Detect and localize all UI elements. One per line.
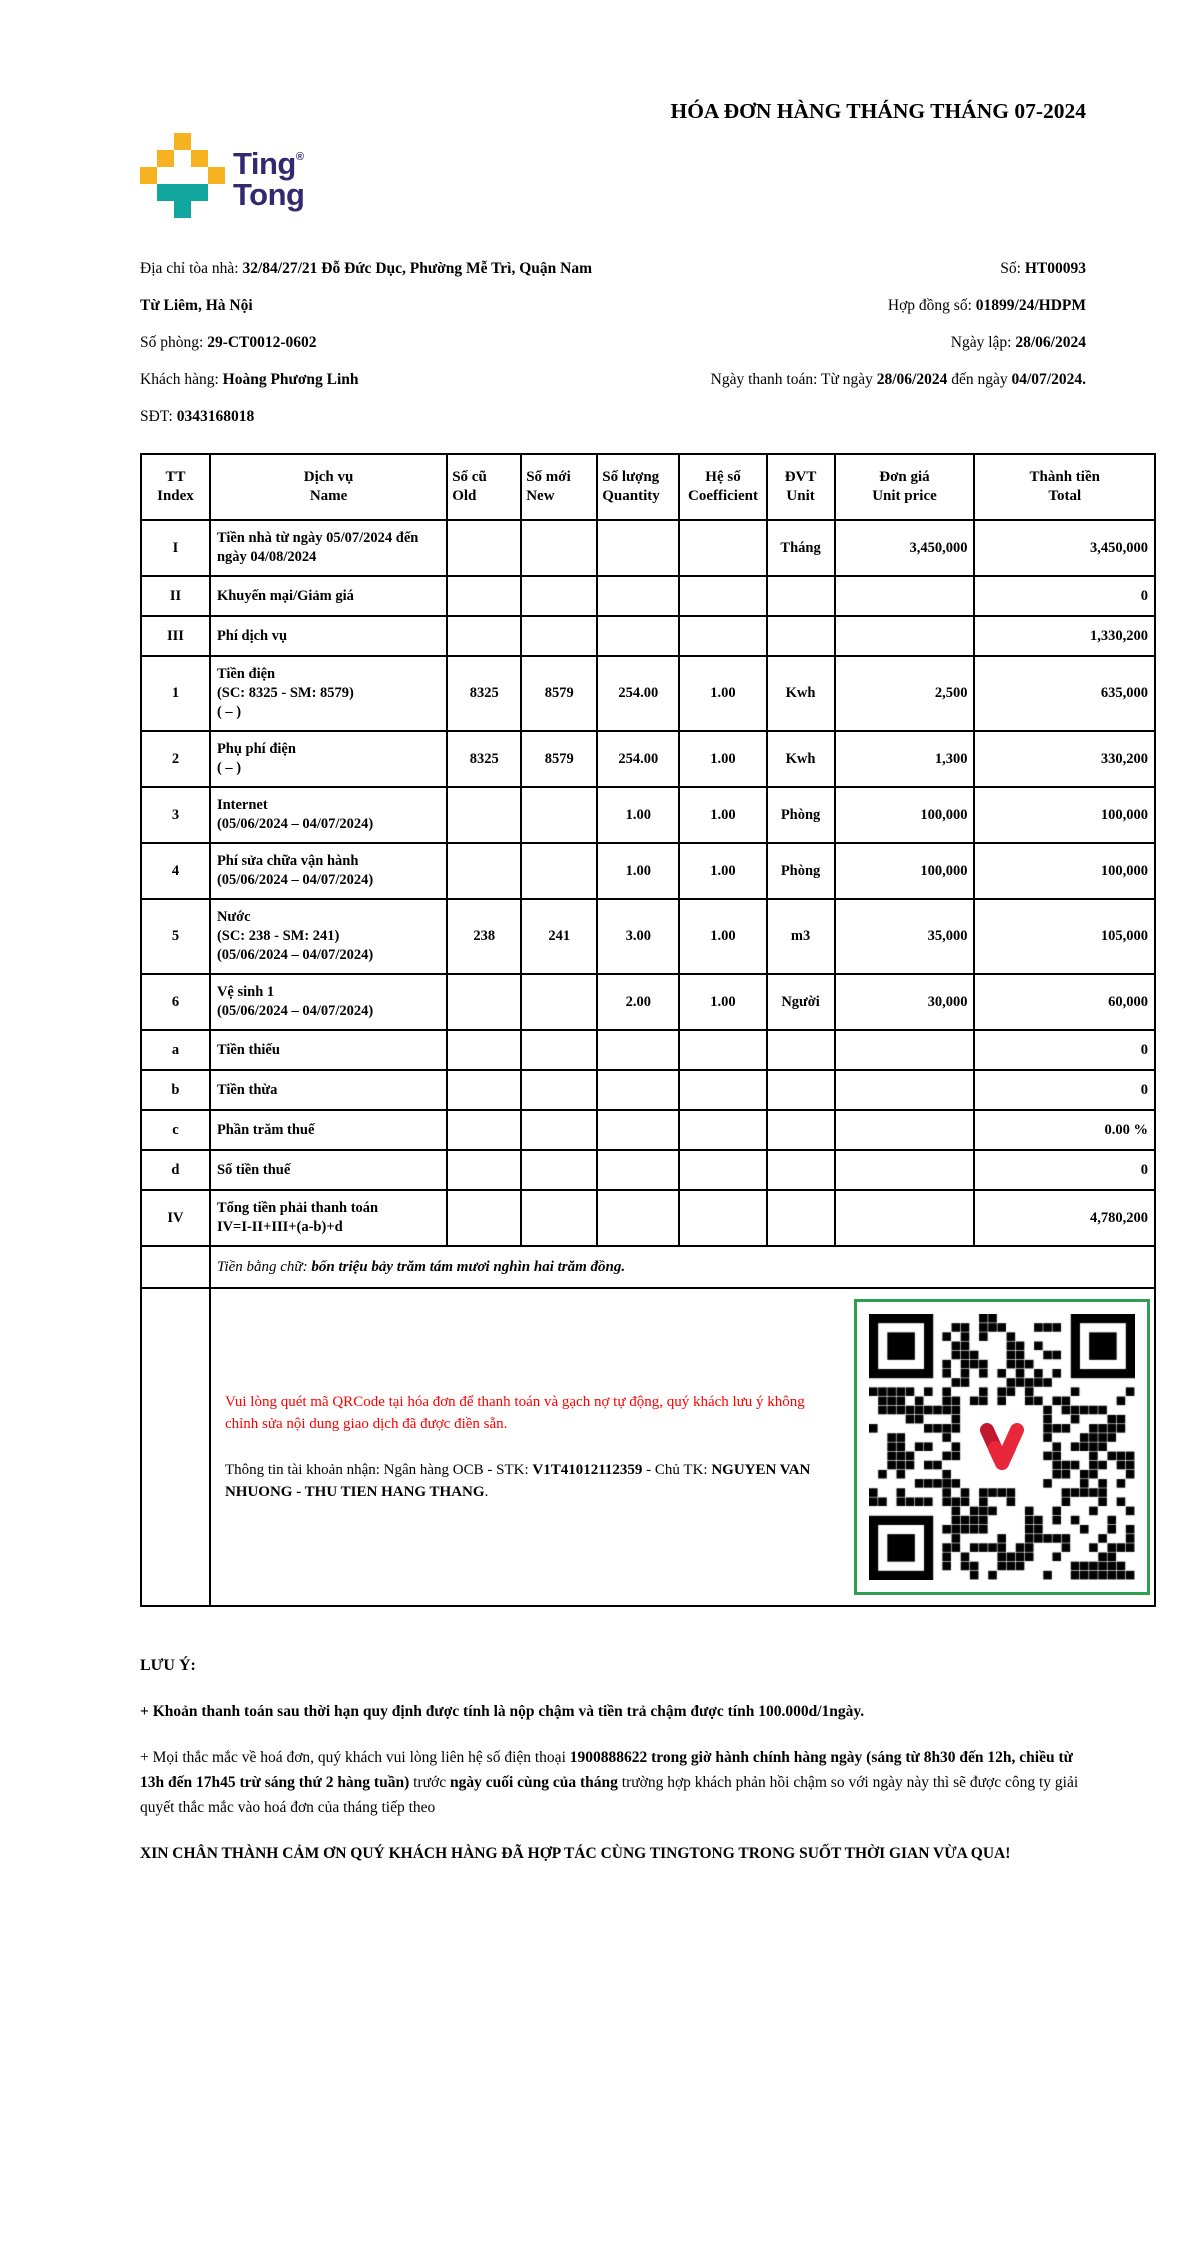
logo-pixel bbox=[140, 201, 157, 218]
text-segment: 28/06/2024 bbox=[1015, 334, 1086, 351]
invoice-info bbox=[140, 250, 1156, 435]
logo-pixel bbox=[191, 133, 208, 150]
thank-you-note bbox=[140, 1841, 1082, 1866]
text-segment: 1900888622 trong giờ hành chính hàng ngày (sáng từ 8h30 đến 12h, chiều từ 13h đến 17h45 trừ sáng thứ 2 hàng tuần) bbox=[140, 1749, 1073, 1791]
cell-coefficient: 1.00 bbox=[679, 843, 766, 899]
cell-unit-price: 100,000 bbox=[835, 787, 975, 843]
column-header-unit-price: Đơn giá Unit price bbox=[835, 454, 975, 520]
cell-index: II bbox=[141, 576, 210, 616]
cell-coefficient bbox=[679, 1030, 766, 1070]
table-row-a bbox=[141, 1030, 1155, 1070]
cell-quantity: 254.00 bbox=[597, 731, 679, 787]
cell-coefficient bbox=[679, 1150, 766, 1190]
column-header-total: Thành tiền Total bbox=[974, 454, 1155, 520]
text-segment: + Khoản thanh toán sau thời hạn quy định được tính là nộp chậm và tiền trả chậm được tính 100.000d/1ngày. bbox=[140, 1703, 865, 1720]
cell-service-name: Tiền thiếu bbox=[210, 1030, 447, 1070]
cell-index: I bbox=[141, 520, 210, 576]
logo-pixel bbox=[208, 150, 225, 167]
cell-service-name: Phí dịch vụ bbox=[210, 616, 447, 656]
cell-service-name: Tiền thừa bbox=[210, 1070, 447, 1110]
logo-pixel bbox=[157, 167, 174, 184]
table-row-II bbox=[141, 576, 1155, 616]
invoice-table-header bbox=[141, 454, 1155, 520]
cell-coefficient: 1.00 bbox=[679, 899, 766, 974]
cell-unit: Phòng bbox=[767, 843, 835, 899]
cell-new-reading bbox=[521, 1150, 597, 1190]
cell-quantity: 254.00 bbox=[597, 656, 679, 731]
text-segment: + Mọi thắc mắc về hoá đơn, quý khách vui lòng liên hệ số điện thoại bbox=[140, 1749, 570, 1766]
cell-unit bbox=[767, 1150, 835, 1190]
text-segment: 28/06/2024 bbox=[876, 371, 948, 388]
payment-date bbox=[636, 361, 1086, 398]
cell-new-reading: 241 bbox=[521, 899, 597, 974]
cell-old-reading bbox=[447, 1070, 521, 1110]
table-row-b bbox=[141, 1070, 1155, 1110]
room-number bbox=[140, 324, 600, 361]
cell-total: 60,000 bbox=[974, 974, 1155, 1030]
cell-old-reading: 238 bbox=[447, 899, 521, 974]
logo-pixel bbox=[208, 201, 225, 218]
cell-unit: Phòng bbox=[767, 787, 835, 843]
cell-unit-price: 2,500 bbox=[835, 656, 975, 731]
tingtong-logo-icon bbox=[140, 133, 225, 218]
table-row-d bbox=[141, 1150, 1155, 1190]
cell-quantity bbox=[597, 616, 679, 656]
cell-coefficient bbox=[679, 1070, 766, 1110]
cell-coefficient: 1.00 bbox=[679, 656, 766, 731]
cell-index: IV bbox=[141, 1190, 210, 1246]
cell-quantity bbox=[597, 1070, 679, 1110]
table-row-IV bbox=[141, 1190, 1155, 1246]
text-segment: trước bbox=[409, 1774, 450, 1791]
text-segment: Số: bbox=[1000, 260, 1025, 277]
logo-pixel bbox=[140, 133, 157, 150]
cell-total: 0 bbox=[974, 576, 1155, 616]
info-left-column bbox=[140, 250, 600, 435]
table-row-1 bbox=[141, 656, 1155, 731]
cell-unit-price bbox=[835, 1030, 975, 1070]
customer-phone bbox=[140, 398, 600, 435]
text-segment: đến ngày bbox=[947, 371, 1012, 388]
cell-new-reading: 8579 bbox=[521, 656, 597, 731]
building-address bbox=[140, 250, 600, 324]
tingtong-logo bbox=[140, 133, 304, 218]
text-segment: SĐT: bbox=[140, 408, 177, 425]
cell-total: 0 bbox=[974, 1150, 1155, 1190]
logo-pixel bbox=[208, 133, 225, 150]
logo-pixel bbox=[191, 201, 208, 218]
column-header-new: Số mới New bbox=[521, 454, 597, 520]
cell-index: 6 bbox=[141, 974, 210, 1030]
amount-in-words bbox=[210, 1246, 1155, 1288]
cell-coefficient bbox=[679, 576, 766, 616]
cell-quantity bbox=[597, 520, 679, 576]
cell-total: 0.00 % bbox=[974, 1110, 1155, 1150]
invoice-table bbox=[140, 453, 1156, 1607]
amount-in-words-row bbox=[141, 1246, 1155, 1288]
cell-quantity bbox=[597, 1110, 679, 1150]
cell-quantity bbox=[597, 1190, 679, 1246]
text-segment: 29-CT0012-0602 bbox=[207, 334, 317, 351]
logo-pixel bbox=[174, 201, 191, 218]
cell-index: 2 bbox=[141, 731, 210, 787]
cell-coefficient: 1.00 bbox=[679, 974, 766, 1030]
logo-pixel bbox=[208, 167, 225, 184]
cell-coefficient bbox=[679, 520, 766, 576]
text-segment: trường hợp khách phản hồi chậm so với ngày này thì sẽ được công ty giải quyết thắc mắc vào hoá đơn của tháng tiếp theo bbox=[140, 1774, 1079, 1816]
table-row-I bbox=[141, 520, 1155, 576]
cell-unit-price: 1,300 bbox=[835, 731, 975, 787]
cell-unit-price bbox=[835, 1190, 975, 1246]
cell-unit-price: 30,000 bbox=[835, 974, 975, 1030]
empty-cell bbox=[141, 1246, 210, 1288]
text-segment: Ngày lập: bbox=[950, 334, 1016, 351]
table-row-c bbox=[141, 1110, 1155, 1150]
logo-pixel bbox=[174, 150, 191, 167]
cell-index: III bbox=[141, 616, 210, 656]
cell-old-reading: 8325 bbox=[447, 731, 521, 787]
text-segment: 01899/24/HDPM bbox=[975, 297, 1086, 314]
qr-scan-notice: Vui lòng quét mã QRCode tại hóa đơn để thanh toán và gạch nợ tự động, quý khách lưu ý không chỉnh sửa nội dung giao dịch đã được điền sẵn. bbox=[224, 1394, 805, 1432]
cell-service-name: Tiền điện (SC: 8325 - SM: 8579) ( – ) bbox=[210, 656, 447, 731]
cell-index: 1 bbox=[141, 656, 210, 731]
text-segment: - Chủ TK: bbox=[642, 1462, 712, 1478]
notes-heading: LƯU Ý: bbox=[140, 1657, 196, 1674]
cell-quantity bbox=[597, 1150, 679, 1190]
cell-index: 3 bbox=[141, 787, 210, 843]
cell-old-reading bbox=[447, 1030, 521, 1070]
vnpay-heart-icon bbox=[971, 1416, 1033, 1478]
customer-name bbox=[140, 361, 600, 398]
cell-total: 1,330,200 bbox=[974, 616, 1155, 656]
table-row-4 bbox=[141, 843, 1155, 899]
text-segment: Số phòng: bbox=[140, 334, 208, 351]
late-payment-note bbox=[140, 1699, 1082, 1724]
cell-new-reading bbox=[521, 520, 597, 576]
hotline-note bbox=[140, 1745, 1082, 1820]
cell-old-reading bbox=[447, 616, 521, 656]
cell-total: 0 bbox=[974, 1070, 1155, 1110]
cell-service-name: Phí sửa chữa vận hành (05/06/2024 – 04/07/2024) bbox=[210, 843, 447, 899]
logo-pixel bbox=[191, 150, 208, 167]
table-header-row bbox=[141, 454, 1155, 520]
cell-unit: Tháng bbox=[767, 520, 835, 576]
cell-old-reading: 8325 bbox=[447, 656, 521, 731]
cell-new-reading bbox=[521, 616, 597, 656]
logo-pixel bbox=[140, 184, 157, 201]
text-segment: Thông tin tài khoản nhận: Ngân hàng OCB - STK: bbox=[224, 1462, 533, 1478]
cell-total: 330,200 bbox=[974, 731, 1155, 787]
cell-unit-price bbox=[835, 616, 975, 656]
cell-new-reading bbox=[521, 1110, 597, 1150]
contract-number bbox=[636, 287, 1086, 324]
cell-coefficient bbox=[679, 1110, 766, 1150]
cell-unit-price bbox=[835, 576, 975, 616]
cell-quantity: 2.00 bbox=[597, 974, 679, 1030]
info-right-column bbox=[636, 250, 1156, 435]
qr-payment-row bbox=[141, 1288, 1155, 1606]
cell-index: c bbox=[141, 1110, 210, 1150]
text-segment: Hoàng Phương Linh bbox=[222, 371, 359, 388]
table-row-5 bbox=[141, 899, 1155, 974]
text-segment: HT00093 bbox=[1024, 260, 1086, 277]
cell-total: 0 bbox=[974, 1030, 1155, 1070]
cell-old-reading bbox=[447, 1110, 521, 1150]
cell-unit-price: 35,000 bbox=[835, 899, 975, 974]
logo-pixel bbox=[157, 150, 174, 167]
text-segment: 04/07/2024. bbox=[1011, 371, 1086, 388]
cell-unit bbox=[767, 616, 835, 656]
cell-total: 4,780,200 bbox=[974, 1190, 1155, 1246]
cell-unit bbox=[767, 1030, 835, 1070]
cell-quantity bbox=[597, 1030, 679, 1070]
text-segment: Địa chỉ tòa nhà: bbox=[140, 260, 243, 277]
cell-quantity: 1.00 bbox=[597, 787, 679, 843]
logo-pixel bbox=[191, 184, 208, 201]
issue-date bbox=[636, 324, 1086, 361]
text-segment: 0343168018 bbox=[176, 408, 255, 425]
logo-pixel bbox=[140, 150, 157, 167]
logo-pixel bbox=[191, 167, 208, 184]
registered-mark: ® bbox=[295, 150, 304, 163]
cell-unit: Kwh bbox=[767, 656, 835, 731]
cell-service-name: Nước (SC: 238 - SM: 241) (05/06/2024 – 04/07/2024) bbox=[210, 899, 447, 974]
text-segment: ngày cuối cùng của tháng bbox=[449, 1774, 618, 1791]
cell-total: 3,450,000 bbox=[974, 520, 1155, 576]
cell-unit bbox=[767, 1110, 835, 1150]
cell-quantity: 3.00 bbox=[597, 899, 679, 974]
payment-qr-code bbox=[854, 1299, 1150, 1595]
cell-old-reading bbox=[447, 787, 521, 843]
table-row-3 bbox=[141, 787, 1155, 843]
cell-quantity: 1.00 bbox=[597, 843, 679, 899]
cell-total: 635,000 bbox=[974, 656, 1155, 731]
cell-unit bbox=[767, 1070, 835, 1110]
cell-old-reading bbox=[447, 1190, 521, 1246]
cell-old-reading bbox=[447, 576, 521, 616]
table-row-6 bbox=[141, 974, 1155, 1030]
cell-index: 4 bbox=[141, 843, 210, 899]
cell-total: 100,000 bbox=[974, 787, 1155, 843]
cell-index: d bbox=[141, 1150, 210, 1190]
cell-unit-price bbox=[835, 1070, 975, 1110]
text-segment: V1T41012112359 bbox=[532, 1462, 643, 1478]
text-segment: Ngày thanh toán: Từ ngày bbox=[710, 371, 877, 388]
column-header-name: Dịch vụ Name bbox=[210, 454, 447, 520]
column-header-quantity: Số lượng Quantity bbox=[597, 454, 679, 520]
cell-new-reading: 8579 bbox=[521, 731, 597, 787]
cell-service-name: Số tiền thuế bbox=[210, 1150, 447, 1190]
cell-service-name: Phụ phí điện ( – ) bbox=[210, 731, 447, 787]
logo-pixel bbox=[157, 133, 174, 150]
cell-service-name: Tiền nhà từ ngày 05/07/2024 đến ngày 04/08/2024 bbox=[210, 520, 447, 576]
column-header-unit: ĐVT Unit bbox=[767, 454, 835, 520]
cell-new-reading bbox=[521, 1070, 597, 1110]
empty-cell bbox=[141, 1288, 210, 1606]
invoice-table-body bbox=[141, 520, 1155, 1246]
receiving-account-info bbox=[225, 1459, 830, 1503]
text-segment: 32/84/27/21 Đỗ Đức Dục, Phường Mễ Trì, Quận Nam Từ Liêm, Hà Nội bbox=[140, 260, 592, 314]
cell-total: 105,000 bbox=[974, 899, 1155, 974]
invoice-title: HÓA ĐƠN HÀNG THÁNG THÁNG 07-2024 bbox=[670, 99, 1086, 123]
table-row-2 bbox=[141, 731, 1155, 787]
cell-index: 5 bbox=[141, 899, 210, 974]
cell-unit-price bbox=[835, 1150, 975, 1190]
logo-pixel bbox=[174, 167, 191, 184]
cell-old-reading bbox=[447, 520, 521, 576]
cell-coefficient: 1.00 bbox=[679, 787, 766, 843]
cell-unit-price bbox=[835, 1110, 975, 1150]
cell-new-reading bbox=[521, 787, 597, 843]
logo-pixel bbox=[174, 133, 191, 150]
logo-pixel bbox=[157, 201, 174, 218]
cell-new-reading bbox=[521, 843, 597, 899]
qr-payment-cell bbox=[210, 1288, 1155, 1606]
cell-service-name: Khuyến mại/Giảm giá bbox=[210, 576, 447, 616]
cell-service-name: Tổng tiền phải thanh toán IV=I-II+III+(a-b)+d bbox=[210, 1190, 447, 1246]
cell-unit bbox=[767, 1190, 835, 1246]
logo-pixel bbox=[174, 184, 191, 201]
cell-unit-price: 3,450,000 bbox=[835, 520, 975, 576]
cell-old-reading bbox=[447, 843, 521, 899]
cell-index: b bbox=[141, 1070, 210, 1110]
cell-quantity bbox=[597, 576, 679, 616]
cell-unit-price: 100,000 bbox=[835, 843, 975, 899]
cell-new-reading bbox=[521, 576, 597, 616]
cell-unit: Kwh bbox=[767, 731, 835, 787]
logo-pixel bbox=[157, 184, 174, 201]
text-segment: . bbox=[484, 1484, 489, 1500]
text-segment: Hợp đồng số: bbox=[887, 297, 976, 314]
text-segment: NGUYEN VAN NHUONG - THU TIEN HANG THANG bbox=[224, 1462, 811, 1500]
cell-service-name: Internet (05/06/2024 – 04/07/2024) bbox=[210, 787, 447, 843]
cell-service-name: Vệ sinh 1 (05/06/2024 – 04/07/2024) bbox=[210, 974, 447, 1030]
text-segment: Tiền bằng chữ: bbox=[216, 1258, 312, 1275]
cell-coefficient bbox=[679, 616, 766, 656]
column-header-coefficient: Hệ số Coefficient bbox=[679, 454, 766, 520]
cell-index: a bbox=[141, 1030, 210, 1070]
cell-total: 100,000 bbox=[974, 843, 1155, 899]
cell-new-reading bbox=[521, 974, 597, 1030]
invoice-footer bbox=[140, 1653, 1156, 1866]
cell-new-reading bbox=[521, 1030, 597, 1070]
cell-new-reading bbox=[521, 1190, 597, 1246]
column-header-index: TT Index bbox=[141, 454, 210, 520]
tingtong-logo-text: Ting® Tong bbox=[233, 145, 305, 212]
table-row-III bbox=[141, 616, 1155, 656]
cell-old-reading bbox=[447, 974, 521, 1030]
text-segment: XIN CHÂN THÀNH CẢM ƠN QUÝ KHÁCH HÀNG ĐÃ HỢP TÁC CÙNG TINGTONG TRONG SUỐT THỜI GIAN VỪA QUA! bbox=[140, 1845, 1011, 1862]
column-header-old: Số cũ Old bbox=[447, 454, 521, 520]
cell-unit: m3 bbox=[767, 899, 835, 974]
text-segment: bốn triệu bảy trăm tám mươi nghìn hai trăm đồng. bbox=[311, 1258, 626, 1275]
text-segment: Khách hàng: bbox=[140, 371, 223, 388]
invoice-number bbox=[636, 250, 1086, 287]
qr-text-block bbox=[211, 1391, 854, 1503]
logo-pixel bbox=[140, 167, 157, 184]
cell-coefficient: 1.00 bbox=[679, 731, 766, 787]
logo-pixel bbox=[208, 184, 225, 201]
cell-old-reading bbox=[447, 1150, 521, 1190]
cell-coefficient bbox=[679, 1190, 766, 1246]
invoice-header bbox=[140, 95, 1156, 218]
cell-unit: Người bbox=[767, 974, 835, 1030]
cell-service-name: Phần trăm thuế bbox=[210, 1110, 447, 1150]
cell-unit bbox=[767, 576, 835, 616]
